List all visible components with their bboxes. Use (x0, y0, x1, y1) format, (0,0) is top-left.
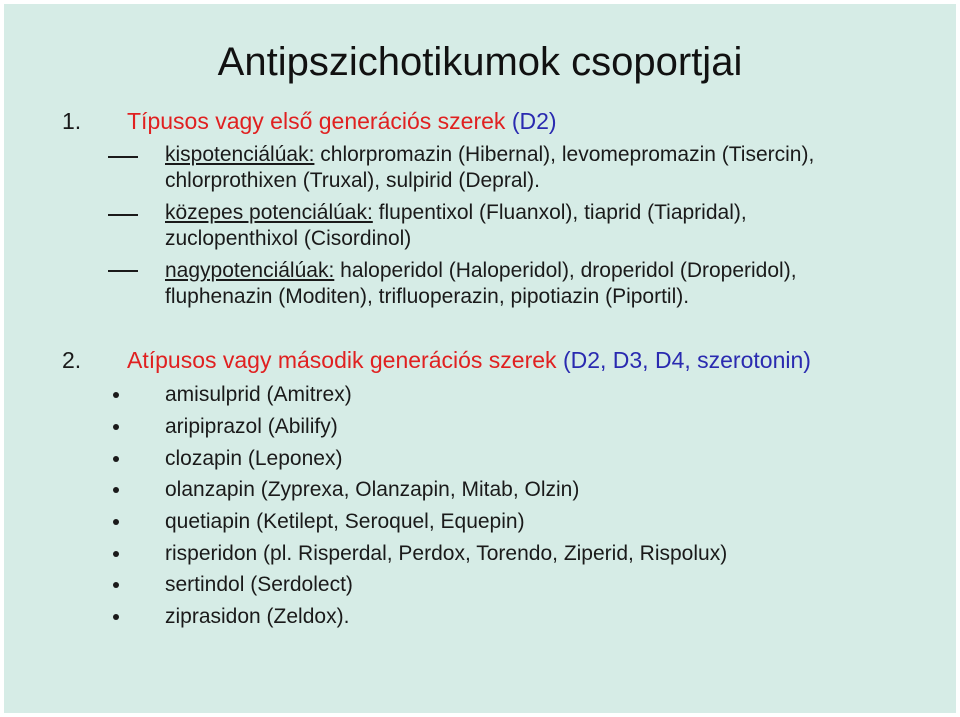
list-item: clozapin (Leponex) (165, 447, 343, 470)
list-item: sertindol (Serdolect) (165, 573, 353, 596)
dash-bullet (108, 156, 138, 158)
group-line (165, 258, 797, 284)
list-item: risperidon (pl. Risperdal, Perdox, Torendo, Ziperid, Rispolux) (165, 542, 728, 565)
section2-number: 2. (62, 347, 82, 373)
section2-receptor: (D2, D3, D4, szerotonin) (562, 347, 811, 373)
section2-heading-text: Atípusos vagy második generációs szerek (127, 347, 557, 373)
bullet (113, 424, 119, 430)
bullet (113, 456, 119, 462)
group-text: chlorpromazin (Hibernal), levomepromazin (Tisercin), (320, 143, 815, 166)
bullet (113, 392, 119, 398)
list-item: aripiprazol (Abilify) (165, 415, 338, 438)
group-line-cont: chlorprothixen (Truxal), sulpirid (Depral). (165, 169, 541, 192)
list-item: olanzapin (Zyprexa, Olanzapin, Mitab, Olzin) (165, 478, 580, 501)
group-text: haloperidol (Haloperidol), droperidol (Droperidol), (340, 259, 797, 282)
section2-heading (127, 346, 811, 374)
list-item: quetiapin (Ketilept, Seroquel, Equepin) (165, 510, 525, 533)
section1-heading (127, 107, 557, 135)
section1-receptor: (D2) (511, 108, 557, 134)
group-line-cont: fluphenazin (Moditen), trifluoperazin, pipotiazin (Piportil). (165, 285, 690, 308)
slide-title: Antipszichotikumok csoportjai (217, 40, 743, 84)
group-label: közepes potenciálúak: (165, 201, 373, 224)
list-item: amisulprid (Amitrex) (165, 383, 352, 406)
dash-bullet (108, 214, 138, 216)
list-item: ziprasidon (Zeldox). (165, 605, 350, 628)
section1-number: 1. (62, 108, 82, 134)
group-label: kispotenciálúak: (165, 143, 315, 166)
bullet (113, 582, 119, 588)
section1-heading-text: Típusos vagy első generációs szerek (127, 108, 506, 134)
bullet (113, 614, 119, 620)
group-label: nagypotenciálúak: (165, 259, 335, 282)
group-line-cont: zuclopenthixol (Cisordinol) (165, 227, 412, 250)
dash-bullet (108, 270, 138, 272)
bullet (113, 487, 119, 493)
group-text: flupentixol (Fluanxol), tiaprid (Tiapridal), (378, 201, 747, 224)
group-line (165, 142, 814, 168)
bullet (113, 519, 119, 525)
group-line (165, 200, 747, 226)
bullet (113, 551, 119, 557)
